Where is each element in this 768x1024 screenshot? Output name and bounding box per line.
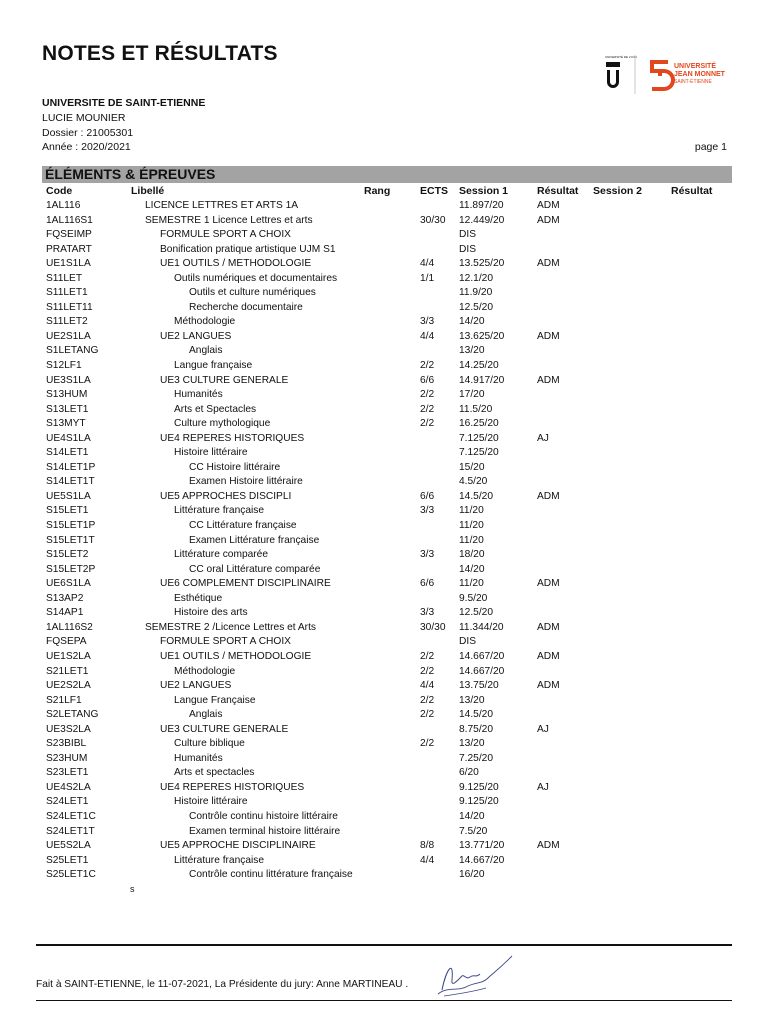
row-resultat: ADM <box>537 680 560 692</box>
row-label: UE3 CULTURE GENERALE <box>160 723 289 735</box>
row-label: UE6 COMPLEMENT DISCIPLINAIRE <box>160 578 331 590</box>
row-code: S13MYT <box>46 418 86 430</box>
table-row <box>0 577 768 592</box>
row-code: S12LF1 <box>46 360 82 372</box>
table-row <box>0 243 768 258</box>
table-row <box>0 766 768 781</box>
table-row <box>0 388 768 403</box>
row-label: Arts et Spectacles <box>174 403 257 415</box>
row-session1: 7.125/20 <box>459 432 499 444</box>
row-code: UE6S1LA <box>46 578 91 590</box>
row-session1: 13/20 <box>459 738 485 750</box>
row-session1: 17/20 <box>459 389 485 401</box>
table-row <box>0 839 768 854</box>
row-session1: 14/20 <box>459 316 485 328</box>
row-ects: 8/8 <box>420 840 435 852</box>
row-label: Outils et culture numériques <box>189 287 316 299</box>
row-label: SEMESTRE 1 Licence Lettres et arts <box>145 214 313 226</box>
row-resultat: AJ <box>537 781 549 793</box>
dossier-number: Dossier : 21005301 <box>42 127 134 139</box>
row-label: Outils numériques et documentaires <box>174 272 338 284</box>
row-session1: 9.5/20 <box>459 592 488 604</box>
row-resultat: ADM <box>537 214 560 226</box>
table-row <box>0 694 768 709</box>
row-label: SEMESTRE 2 /Licence Lettres et Arts <box>145 621 316 633</box>
table-row <box>0 359 768 374</box>
university-logos <box>602 52 732 98</box>
table-row <box>0 854 768 869</box>
row-label: UE2 LANGUES <box>160 680 232 692</box>
row-label: Littérature française <box>174 854 265 866</box>
row-code: S13LET1 <box>46 403 89 415</box>
table-row <box>0 621 768 636</box>
table-row <box>0 301 768 316</box>
row-session1: 11.344/20 <box>459 621 504 633</box>
row-code: S24LET1C <box>46 810 96 822</box>
table-row <box>0 417 768 432</box>
row-ects: 2/2 <box>420 738 435 750</box>
row-resultat: ADM <box>537 650 560 662</box>
row-label: Contrôle continu histoire littéraire <box>189 810 338 822</box>
row-session1: 13.625/20 <box>459 330 505 342</box>
jury-signature <box>428 950 518 1000</box>
row-code: S23BIBL <box>46 738 87 750</box>
row-code: 1AL116S1 <box>46 214 93 226</box>
row-session1: 9.125/20 <box>459 781 499 793</box>
col-resultat1: Résultat <box>537 185 579 197</box>
row-label: Recherche documentaire <box>189 301 303 313</box>
row-label: UE2 LANGUES <box>160 330 232 342</box>
row-code: UE5S2LA <box>46 840 91 852</box>
row-label: Anglais <box>189 709 223 721</box>
row-code: S11LET2 <box>46 316 88 328</box>
table-row <box>0 257 768 272</box>
table-row <box>0 475 768 490</box>
table-row <box>0 461 768 476</box>
footer-rule-bottom <box>36 1000 732 1001</box>
row-code: UE2S1LA <box>46 330 91 342</box>
row-code: S11LET11 <box>46 301 93 313</box>
col-ects: ECTS <box>420 185 449 197</box>
row-session1: 14.667/20 <box>459 665 505 677</box>
row-code: S21LF1 <box>46 694 82 706</box>
row-session1: 13.525/20 <box>459 258 505 270</box>
row-session1: 9.125/20 <box>459 796 499 808</box>
row-ects: 2/2 <box>420 650 435 662</box>
row-label: FORMULE SPORT A CHOIX <box>160 229 291 241</box>
row-code: UE2S2LA <box>46 680 91 692</box>
row-session1: 13.771/20 <box>459 840 505 852</box>
row-ects: 2/2 <box>420 403 435 415</box>
row-resultat: AJ <box>537 723 549 735</box>
row-code: S15LET1T <box>46 534 95 546</box>
row-label: Langue Française <box>174 694 256 706</box>
row-label: CC Histoire littéraire <box>189 461 281 473</box>
row-session1: 14.25/20 <box>459 360 499 372</box>
row-label: Méthodologie <box>174 665 236 677</box>
row-session1: 14/20 <box>459 810 485 822</box>
row-label: Histoire littéraire <box>174 796 248 808</box>
row-session1: 16/20 <box>459 869 485 881</box>
ujm-line-2: JEAN MONNET <box>674 71 725 78</box>
table-row <box>0 534 768 549</box>
row-session1: 6/20 <box>459 767 479 779</box>
row-session1: 11/20 <box>459 534 484 546</box>
row-resultat: AJ <box>537 432 549 444</box>
row-session1: DIS <box>459 243 476 255</box>
table-row <box>0 665 768 680</box>
table-row <box>0 737 768 752</box>
row-session1: 14.667/20 <box>459 650 505 662</box>
table-row <box>0 199 768 214</box>
university-name: UNIVERSITE DE SAINT-ETIENNE <box>42 97 206 109</box>
row-ects: 2/2 <box>420 709 435 721</box>
row-session1: 18/20 <box>459 549 485 561</box>
row-label: Humanités <box>174 752 223 764</box>
row-session1: 13/20 <box>459 694 485 706</box>
row-ects: 6/6 <box>420 374 435 386</box>
row-label: UE1 OUTILS / METHODOLOGIE <box>160 258 312 270</box>
table-row <box>0 795 768 810</box>
table-row <box>0 315 768 330</box>
col-session1: Session 1 <box>459 185 509 197</box>
row-ects: 1/1 <box>420 272 435 284</box>
row-session1: 11/20 <box>459 578 484 590</box>
table-row <box>0 519 768 534</box>
row-code: S23LET1 <box>46 767 89 779</box>
row-code: UE4S2LA <box>46 781 91 793</box>
row-resultat: ADM <box>537 578 560 590</box>
row-code: S15LET2P <box>46 563 96 575</box>
ujm-logo <box>648 58 732 92</box>
table-row <box>0 752 768 767</box>
row-session1: 12.449/20 <box>459 214 505 226</box>
section-band <box>42 166 732 183</box>
row-session1: 12.1/20 <box>459 272 493 284</box>
row-code: 1AL116S2 <box>46 621 93 633</box>
row-session1: DIS <box>459 229 476 241</box>
row-ects: 2/2 <box>420 389 435 401</box>
row-label: UE4 REPERES HISTORIQUES <box>160 781 305 793</box>
row-code: PRATART <box>46 243 92 255</box>
col-code: Code <box>46 185 73 197</box>
row-session1: 14/20 <box>459 563 485 575</box>
row-resultat: ADM <box>537 374 560 386</box>
row-code: S14LET1T <box>46 476 95 488</box>
row-label: UE3 CULTURE GENERALE <box>160 374 289 386</box>
row-ects: 3/3 <box>420 505 435 517</box>
academic-year: Année : 2020/2021 <box>42 141 131 153</box>
row-ects: 6/6 <box>420 490 435 502</box>
row-ects: 6/6 <box>420 578 435 590</box>
row-session1: 14.5/20 <box>459 709 493 721</box>
row-label: Histoire littéraire <box>174 447 248 459</box>
row-ects: 2/2 <box>420 418 435 430</box>
ujm-line-1: UNIVERSITÉ <box>674 63 717 70</box>
row-resultat: ADM <box>537 840 560 852</box>
row-session1: 7.25/20 <box>459 752 493 764</box>
row-label: Esthétique <box>174 592 223 604</box>
table-row <box>0 548 768 563</box>
table-row <box>0 403 768 418</box>
table-row <box>0 286 768 301</box>
row-ects: 2/2 <box>420 694 435 706</box>
section-title: ÉLÉMENTS & ÉPREUVES <box>45 166 216 182</box>
results-table <box>0 199 768 883</box>
row-label: FORMULE SPORT A CHOIX <box>160 636 291 648</box>
row-code: S15LET1P <box>46 520 96 532</box>
row-label: LICENCE LETTRES ET ARTS 1A <box>145 200 299 211</box>
row-session1: 7.5/20 <box>459 825 488 837</box>
row-code: UE3S2LA <box>46 723 91 735</box>
row-session1: 8.75/20 <box>459 723 493 735</box>
table-row <box>0 330 768 345</box>
row-resultat: ADM <box>537 490 560 502</box>
row-label: Examen terminal histoire littéraire <box>189 825 341 837</box>
row-label: Examen Littérature française <box>189 534 320 546</box>
table-row <box>0 432 768 447</box>
row-session1: 11.9/20 <box>459 287 493 299</box>
row-code: S23HUM <box>46 752 88 764</box>
row-label: Culture biblique <box>174 738 245 750</box>
row-session1: 4.5/20 <box>459 476 488 488</box>
row-code: S14LET1 <box>46 447 89 459</box>
table-row <box>0 374 768 389</box>
table-row <box>0 563 768 578</box>
footer-text: Fait à SAINT-ETIENNE, le 11-07-2021, La Présidente du jury: Anne MARTINEAU . <box>36 979 409 990</box>
row-session1: 11.897/20 <box>459 200 504 211</box>
row-code: S13HUM <box>46 389 88 401</box>
row-code: S11LET <box>46 272 83 284</box>
row-session1: 11/20 <box>459 520 484 532</box>
row-label: Littérature comparée <box>174 549 269 561</box>
row-code: UE1S2LA <box>46 650 91 662</box>
table-row <box>0 781 768 796</box>
row-code: S11LET1 <box>46 287 88 299</box>
row-ects: 2/2 <box>420 360 435 372</box>
row-ects: 3/3 <box>420 549 435 561</box>
row-session1: 14.917/20 <box>459 374 505 386</box>
row-code: S13AP2 <box>46 592 84 604</box>
table-row <box>0 825 768 840</box>
lyon-logo-text: UNIVERSITÉ DE LYON <box>605 55 637 59</box>
row-code: S2LETANG <box>46 709 99 721</box>
student-name: LUCIE MOUNIER <box>42 112 126 124</box>
row-code: FQSEIMP <box>46 229 92 241</box>
row-label: UE1 OUTILS / METHODOLOGIE <box>160 650 312 662</box>
table-row <box>0 679 768 694</box>
row-label: CC Littérature française <box>189 520 297 532</box>
page-number: page 1 <box>694 141 727 153</box>
table-row <box>0 504 768 519</box>
row-session1: 14.667/20 <box>459 854 505 866</box>
row-session1: 14.5/20 <box>459 490 493 502</box>
col-libelle: Libellé <box>131 185 165 197</box>
row-ects: 4/4 <box>420 680 435 692</box>
row-code: UE5S1LA <box>46 490 91 502</box>
col-resultat2: Résultat <box>671 185 713 197</box>
row-label: Examen Histoire littéraire <box>189 476 303 488</box>
row-ects: 2/2 <box>420 665 435 677</box>
table-row <box>0 490 768 505</box>
row-session1: 11/20 <box>459 505 484 517</box>
table-row <box>0 272 768 287</box>
row-label: Anglais <box>189 345 223 357</box>
row-code: S1LETANG <box>46 345 99 357</box>
row-session1: 15/20 <box>459 461 485 473</box>
signature-drawing <box>428 950 518 1000</box>
table-row <box>0 810 768 825</box>
row-label: Arts et spectacles <box>174 767 255 779</box>
row-code: FQSEPA <box>46 636 87 648</box>
row-label: Culture mythologique <box>174 418 271 430</box>
row-code: UE3S1LA <box>46 374 91 386</box>
row-label: Littérature française <box>174 505 265 517</box>
row-ects: 4/4 <box>420 854 435 866</box>
table-row <box>0 650 768 665</box>
row-session1: 11.5/20 <box>459 403 493 415</box>
row-session1: DIS <box>459 636 476 648</box>
row-label: CC oral Littérature comparée <box>189 563 321 575</box>
row-label: Histoire des arts <box>174 607 248 619</box>
row-code: S25LET1C <box>46 869 96 881</box>
row-session1: 12.5/20 <box>459 607 493 619</box>
row-label: UE4 REPERES HISTORIQUES <box>160 432 305 444</box>
row-code: S21LET1 <box>46 665 89 677</box>
row-code: S14AP1 <box>46 607 84 619</box>
row-session1: 13.75/20 <box>459 680 499 692</box>
row-code: S15LET2 <box>46 549 89 561</box>
row-session1: 12.5/20 <box>459 301 493 313</box>
row-code: UE1S1LA <box>46 258 91 270</box>
row-code: S15LET1 <box>46 505 89 517</box>
col-session2: Session 2 <box>593 185 643 197</box>
row-label: Langue française <box>174 360 253 372</box>
ujm-line-3: SAINT-ÉTIENNE <box>674 79 712 85</box>
table-row <box>0 344 768 359</box>
row-resultat: ADM <box>537 330 560 342</box>
row-resultat: ADM <box>537 200 560 211</box>
table-row <box>0 228 768 243</box>
row-code: UE4S1LA <box>46 432 91 444</box>
table-row <box>0 635 768 650</box>
row-resultat: ADM <box>537 621 560 633</box>
page-title: NOTES ET RÉSULTATS <box>42 42 278 65</box>
row-ects: 4/4 <box>420 330 435 342</box>
table-row <box>0 723 768 738</box>
table-row <box>0 708 768 723</box>
footer-rule-top <box>36 944 732 946</box>
row-session1: 16.25/20 <box>459 418 499 430</box>
row-ects: 30/30 <box>420 621 446 633</box>
row-code: S24LET1 <box>46 796 89 808</box>
row-resultat: ADM <box>537 258 560 270</box>
row-code: S14LET1P <box>46 461 96 473</box>
table-row <box>0 606 768 621</box>
col-rang: Rang <box>364 185 391 197</box>
table-row <box>0 446 768 461</box>
row-label: Contrôle continu littérature française <box>189 869 353 881</box>
row-label: Humanités <box>174 389 223 401</box>
row-code: S25LET1 <box>46 854 89 866</box>
trailing-character: s <box>130 884 135 894</box>
row-code: 1AL116 <box>46 200 81 211</box>
row-ects: 30/30 <box>420 214 446 226</box>
row-label: UE5 APPROCHE DISCIPLINAIRE <box>160 840 316 852</box>
row-code: S24LET1T <box>46 825 95 837</box>
row-label: Méthodologie <box>174 316 236 328</box>
row-label: Bonification pratique artistique UJM S1 <box>160 243 336 255</box>
row-ects: 3/3 <box>420 607 435 619</box>
row-session1: 13/20 <box>459 345 485 357</box>
table-row <box>0 592 768 607</box>
row-label: UE5 APPROCHES DISCIPLI <box>160 490 292 502</box>
table-row <box>0 868 768 883</box>
row-ects: 3/3 <box>420 316 435 328</box>
row-ects: 4/4 <box>420 258 435 270</box>
table-row <box>0 214 768 229</box>
row-session1: 7.125/20 <box>459 447 499 459</box>
